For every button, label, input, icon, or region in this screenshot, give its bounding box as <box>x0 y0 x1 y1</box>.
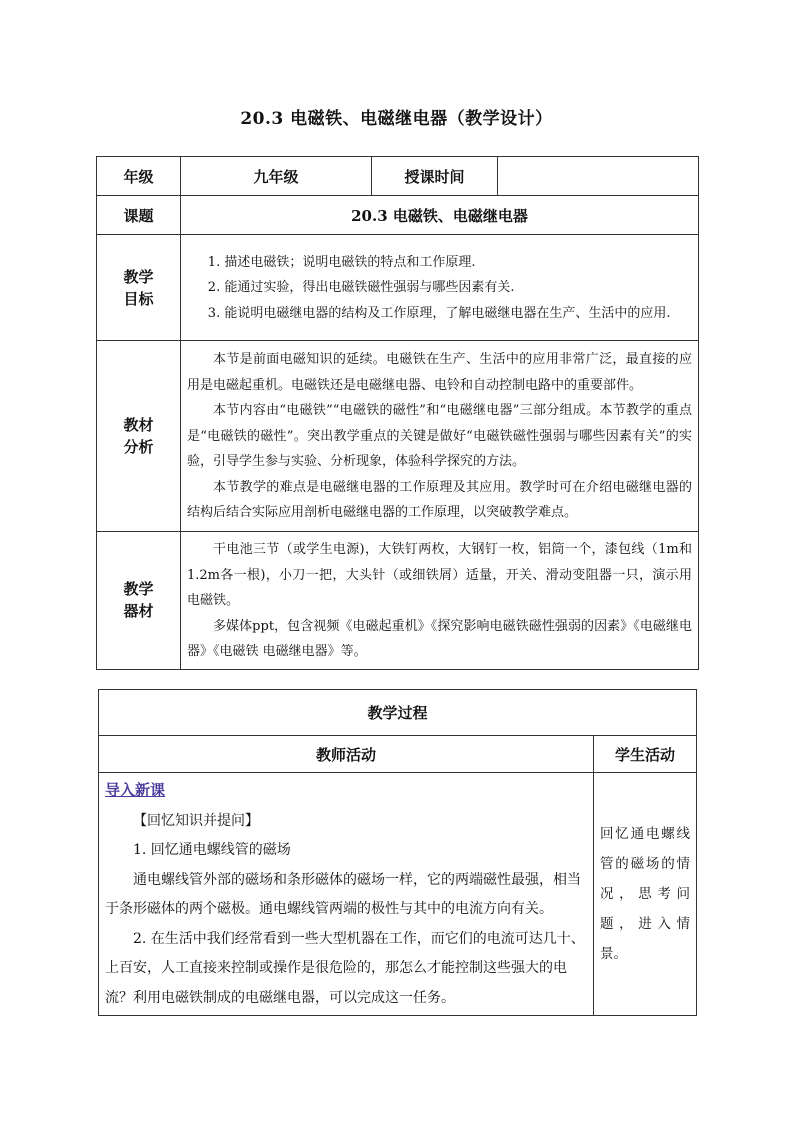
grade-row <box>97 157 699 196</box>
student-activity-content: 回忆通电螺线管的磁场的情况，思考问题，进入情景。 <box>594 773 697 1016</box>
teaching-process-table <box>98 689 697 1016</box>
materials-row <box>97 532 699 670</box>
time-value <box>498 157 699 196</box>
goal-item: 1. 描述电磁铁；说明电磁铁的特点和工作原理. <box>207 254 476 270</box>
time-label: 授课时间 <box>372 157 498 196</box>
analysis-paragraph: 本节内容由“电磁铁”“电磁铁的磁性”和“电磁继电器”三部分组成。本节教学的重点是“电磁铁的磁性”。突出教学重点的关键是做好“电磁铁磁性强弱与哪些因素有关”的实验，引导学生参与实验、分析现象，体验科学探究的方法。 <box>187 403 692 470</box>
analysis-label-line1: 教材 <box>123 416 154 434</box>
lesson-info-table <box>96 156 699 670</box>
recall-prompt: 【回忆知识并提问】 <box>133 812 259 829</box>
goals-label <box>97 235 181 341</box>
process-content-row <box>99 773 697 1016</box>
goal-item: 2. 能通过实验，得出电磁铁磁性强弱与哪些因素有关. <box>207 280 515 296</box>
goals-row <box>97 235 699 341</box>
recall-item: 1. 回忆通电螺线管的磁场 <box>133 842 291 858</box>
topic-label: 课题 <box>97 196 181 235</box>
materials-paragraph: 干电池三节（或学生电源)，大铁钉两枚，大钢钉一枚，铝筒一个，漆包线（1m和1.2m各一根)，小刀一把，大头针（或细铁屑）适量，开关、滑动变阻器一只，演示用电磁铁。 <box>187 542 692 608</box>
analysis-paragraph: 本节是前面电磁知识的延续。电磁铁在生产、生活中的应用非常广泛，最直接的应用是电磁起重机。电磁铁还是电磁继电器、电铃和自动控制电路中的重要部件。 <box>187 352 692 393</box>
topic-row <box>97 196 699 235</box>
process-heading: 教学过程 <box>99 690 697 736</box>
question-paragraph: 2. 在生活中我们经常看到一些大型机器在工作，而它们的电流可达几十、上百安，人工直接来控制或操作是很危险的，那怎么才能控制这些强大的电流？利用电磁铁制成的电磁继电器，可以完成这一任务。 <box>105 930 585 1006</box>
analysis-row <box>97 341 699 532</box>
materials-label <box>97 532 181 670</box>
materials-label-line2: 器材 <box>123 602 154 621</box>
process-columns-row <box>99 736 697 773</box>
goal-item: 3. 能说明电磁继电器的结构及工作原理，了解电磁继电器在生产、生活中的应用. <box>207 305 671 321</box>
analysis-paragraph: 本节教学的难点是电磁继电器的工作原理及其应用。教学时可在介绍电磁继电器的结构后结合实际应用剖析电磁继电器的工作原理，以突破教学难点。 <box>187 479 692 521</box>
grade-label: 年级 <box>97 157 181 196</box>
intro-section-link[interactable]: 导入新课 <box>105 781 166 799</box>
teacher-activity-header: 教师活动 <box>99 736 594 773</box>
materials-paragraph: 多媒体ppt，包含视频《电磁起重机》《探究影响电磁铁磁性强弱的因素》《电磁继电器》《电磁铁 电磁继电器》等。 <box>187 618 692 659</box>
analysis-label <box>97 341 181 532</box>
analysis-label-line2: 分析 <box>123 438 154 456</box>
topic-value: 20.3 电磁铁、电磁继电器 <box>181 196 699 235</box>
goals-label-line2: 目标 <box>123 289 154 308</box>
teacher-activity-content <box>99 773 594 1016</box>
document-title: 20.3 电磁铁、电磁继电器（教学设计） <box>240 109 553 129</box>
grade-value: 九年级 <box>181 157 372 196</box>
goals-content <box>181 235 699 341</box>
materials-content <box>181 532 699 670</box>
analysis-content <box>181 341 699 532</box>
materials-label-line1: 教学 <box>123 580 154 599</box>
process-heading-row <box>99 690 697 736</box>
goals-label-line1: 教学 <box>123 267 154 286</box>
recall-paragraph: 通电螺线管外部的磁场和条形磁体的磁场一样，它的两端磁性最强，相当于条形磁体的两个磁极。通电螺线管两端的极性与其中的电流方向有关。 <box>105 871 581 917</box>
student-activity-header: 学生活动 <box>594 736 697 773</box>
